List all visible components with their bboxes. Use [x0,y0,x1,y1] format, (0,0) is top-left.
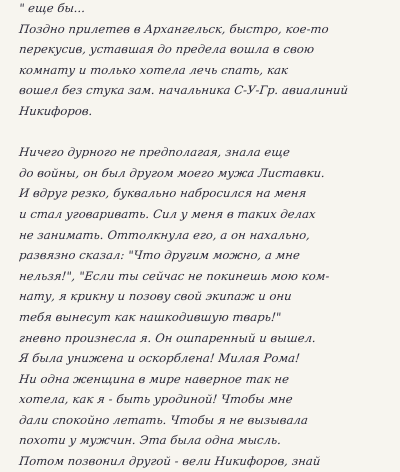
text-line: тебя вынесут как нашкодившую тварь!" [18,309,282,324]
text-line: перекусив, уставшая до предела вошла в свою [18,42,315,57]
handwritten-text [18,0,396,472]
text-line: до войны, он был другом моего мужа Листавки. [18,165,326,180]
text-line: похоти у мужчин. Эта была одна мысль. [18,433,282,448]
text-line: дали спокойно летать. Чтобы я не вызывала [18,412,309,427]
text-line: развязно сказал: "Что другим можно, а мне [18,248,301,263]
text-line: Потом позвонил другой - вели Никифоров, знай [18,454,322,469]
text-line: Я была унижена и оскорблена! Милая Рома! [18,351,301,366]
text-line: не занимать. Оттолкнула его, а он нахально, [18,227,311,242]
paragraph-gap [18,122,398,143]
text-line: Ничего дурного не предполагая, знала еще [18,145,291,160]
text-line: комнату и только хотела лечь спать, как [18,62,289,77]
text-line: И вдруг резко, буквально набросился на меня [18,186,308,201]
text-line: и стал уговаривать. Сил у меня в таких делах [18,206,317,221]
text-line: " еще бы... [18,1,87,15]
text-line: Поздно прилетев в Архангельск, быстро, кое-то [18,21,330,36]
text-line: Ни одна женщина в мире наверное так не [18,371,290,386]
text-line: вошел без стука зам. начальника С-У-Гр. авиалиний [18,83,349,98]
text-line: Никифоров. [18,103,94,118]
text-line: нельзя!", "Если ты сейчас не покинешь мою ком- [18,268,331,283]
text-line: гневно произнесла я. Он ошпаренный и вышел. [18,330,317,345]
text-line: нату, я крикну и позову свой экипаж и они [18,289,293,304]
text-line: хотела, как я - быть уродиной! Чтобы мне [18,392,294,407]
